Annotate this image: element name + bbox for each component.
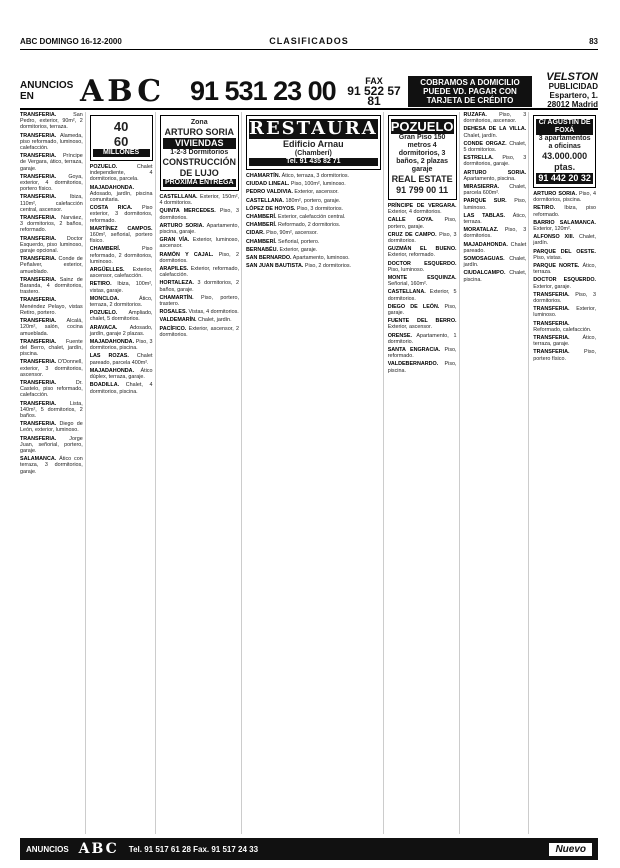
classified-columns <box>20 112 598 834</box>
restaura-phone: Tel. 91 435 82 71 <box>249 158 378 166</box>
classified-ad-heading: PEDRO VALDIVIA. <box>246 189 293 196</box>
classified-ad: MIRASIERRA. Chalet, parcela 600m². <box>463 184 527 197</box>
classified-ad: VALDEBERNARDO. Piso, piscina. <box>387 361 457 374</box>
classified-ad: TRANSFERIA. Fuente del Berro, chalet, jardín, piscina. <box>20 338 83 358</box>
header-rule <box>20 49 598 50</box>
classified-ad-heading: RETIRO. <box>89 281 112 288</box>
classified-ad: PACÍFICO. Exterior, ascensor, 2 dormitorios. <box>159 325 239 338</box>
viviendas-label: VIVIENDAS <box>163 138 237 149</box>
classified-ad: MAJADAHONDA. Piso, 3 dormitorios, piscina. <box>89 339 153 352</box>
classified-ad: FUENTE DEL BERRO. Exterior, ascensor. <box>387 318 457 331</box>
zona-name: ARTURO SORIA <box>164 127 234 137</box>
classified-ad: TRANSFERIA. Diego de León, exterior, luminoso. <box>20 421 83 434</box>
classified-ad: TRANSFERIA. Menéndez Pelayo, vistas Retiro, portero. <box>20 297 83 316</box>
classified-ad-heading: MAJADAHONDA. <box>89 367 135 374</box>
classified-ad: CHAMBERÍ. Señorial, portero. <box>246 238 320 245</box>
ad-pozuelo <box>388 115 457 200</box>
classified-ad: VALDEMARÍN. Chalet, jardín. <box>159 317 232 324</box>
classified-ad: CASTELLANA. 180m², portero, garaje. <box>246 197 341 204</box>
abc-ad-banner <box>20 71 598 110</box>
classified-ad: DOCTOR ESQUERDO. Piso, luminoso. <box>387 260 457 273</box>
classified-ad: BOADILLA. Chalet, 4 dormitorios, piscina. <box>89 382 153 395</box>
classified-ad-heading: CRUZ DE CAMPO. <box>387 231 437 238</box>
ad-arturo-soria <box>160 115 240 191</box>
column-3 <box>160 112 243 834</box>
column-4 <box>246 112 384 834</box>
classified-ad: TRANSFERIA. Lista, 140m², 5 dormitorios, 2 baños. <box>20 400 83 419</box>
classified-ad-heading: CHAMARTÍN. <box>246 173 281 179</box>
banner-anuncios-line2: EN <box>20 91 34 102</box>
zona-label: Zona <box>190 119 208 126</box>
classified-ad: TRANSFERIA. O'Donnell, exterior, 3 dormitorios, ascensor. <box>20 359 83 378</box>
classified-ad-heading: ROSALES. <box>159 309 188 316</box>
classified-ad-heading: TRANSFERIA. <box>533 320 570 327</box>
classified-ad: ARAPILES. Exterior, reformado, calefacción. <box>159 266 239 279</box>
classified-ad-heading: ARAVACA. <box>89 324 118 331</box>
classified-ad-heading: DOCTOR ESQUERDO. <box>533 277 597 284</box>
classified-ad: ESTRELLA. Piso, 3 dormitorios, garaje. <box>463 155 527 168</box>
classified-ad-heading: ARTURO SORIA. <box>159 222 205 229</box>
foxa-address: C/ AGUSTÍN DE FOXÁ <box>536 119 593 135</box>
restaura-logo: RESTAURA <box>249 118 378 139</box>
classified-ad-heading: TRANSFERIA. <box>20 276 57 283</box>
classified-ad: MORATALAZ. Piso, 3 dormitorios. <box>463 227 527 240</box>
ad1-line2: 60 <box>113 134 129 149</box>
classified-ad-heading: CASTELLANA. <box>387 289 426 296</box>
classified-ad-heading: TRANSFERIA. <box>20 173 57 180</box>
classified-ad-heading: SALAMANCA. <box>20 456 57 463</box>
classified-ad: TRANSFERIA. Reformado, calefacción. <box>533 320 592 333</box>
column-6 <box>464 112 530 834</box>
viviendas-sub: 1-2-3 Dormitorios <box>170 149 229 156</box>
classified-ad-heading: POZUELO. <box>89 164 118 170</box>
classified-ad: SOMOSAGUAS. Chalet, jardín. <box>463 256 527 269</box>
classified-ad-heading: BARRIO SALAMANCA. <box>533 219 597 226</box>
classified-ad: PARQUE NORTE. Ático, terraza. <box>533 263 597 276</box>
classified-ad: TRANSFERIA. Piso, 3 dormitorios. <box>533 291 597 305</box>
ad1-line1: 40 <box>113 119 129 134</box>
classified-ad: LAS ROZAS. Chalet pareado, parcela 400m². <box>89 353 153 366</box>
classified-ad-heading: PACÍFICO. <box>159 325 187 332</box>
classified-ad: COSTA RICA. Piso exterior, 3 dormitorios, reformado. <box>89 205 153 224</box>
page-number: 83 <box>589 36 598 46</box>
construccion-label: CONSTRUCCIÓN DE LUJO <box>162 157 236 178</box>
classified-ad: PARQUE DEL OESTE. Piso, vistas. <box>533 248 597 261</box>
classified-ad: BARRIO SALAMANCA. Exterior, 120m². <box>533 219 597 233</box>
pozuelo-agency: REAL ESTATE <box>391 174 453 184</box>
classified-ad: CIUDAD LINEAL. Piso, 100m², luminoso. <box>246 181 346 188</box>
classified-ad-heading: SAN JUAN BAUTISTA. <box>246 263 304 270</box>
classified-ad: SANTA ENGRACIA. Piso, reformado. <box>387 347 457 360</box>
footer-banner <box>20 838 598 860</box>
classified-ad: CASTELLANA. Exterior, 5 dormitorios. <box>387 289 457 302</box>
classified-ad: ARAVACA. Adosado, jardín, garaje 2 plazas. <box>89 324 153 337</box>
classified-ad: SALAMANCA. Ático con terraza, 3 dormitorios, garaje. <box>20 456 83 475</box>
classified-ad-heading: CHAMBERÍ. <box>246 214 277 221</box>
classified-ad: ARTURO SORIA. Apartamento, piscina, garaje. <box>159 222 239 236</box>
classified-ad-heading: COSTA RICA. <box>89 205 133 212</box>
classified-ad-heading: TRANSFERIA. <box>20 318 57 325</box>
classified-ad: TRANSFERIA. Príncipe de Vergara, ático, terraza, garaje. <box>20 153 83 172</box>
classified-ad: ORENSE. Apartamento, 1 dormitorio. <box>387 332 457 345</box>
classified-ad-heading: TRANSFERIA. <box>20 132 57 139</box>
banner-anuncios-line1: ANUNCIOS <box>20 80 74 91</box>
classified-ad: TRANSFERIA. Conde de Peñalver, exterior, amueblado. <box>20 256 83 275</box>
classified-ad-heading: CIUDALCAMPO. <box>463 270 506 277</box>
classified-ad: POZUELO. Chalet independiente, 4 dormitorios, parcela. <box>89 164 153 183</box>
classified-ad-heading: TRANSFERIA. <box>533 335 570 342</box>
classified-ad: RUZAFA. Piso, 3 dormitorios, ascensor. <box>463 112 527 125</box>
classified-ad: CONDE ORGAZ. Chalet, 5 dormitorios. <box>463 140 527 154</box>
classified-ad: CASTELLANA. Exterior, 150m², 4 dormitorios. <box>159 194 239 207</box>
classified-ad: ALFONSO XIII. Chalet, jardín. <box>533 234 597 247</box>
banner-phone: 91 531 23 00 <box>190 75 336 106</box>
classified-ad: DEHESA DE LA VILLA. Chalet, jardín. <box>463 126 527 139</box>
classified-ad-heading: ESTRELLA. <box>463 155 494 162</box>
ad-restaura <box>246 115 381 170</box>
classified-ad: CRUZ DE CAMPO. Piso, 3 dormitorios. <box>387 231 457 245</box>
classified-ad-heading: PARQUE NORTE. <box>533 263 580 270</box>
foxa-phone: 91 442 20 32 <box>536 173 593 184</box>
column-2 <box>90 112 156 834</box>
classified-ad-heading: ARAPILES. <box>159 266 189 273</box>
classified-ad: SAN BERNARDO. Apartamento, luminoso. <box>246 255 350 262</box>
classified-ad-heading: CHAMBERÍ. <box>246 222 277 229</box>
classified-ad-heading: PARQUE DEL OESTE. <box>533 248 597 255</box>
classified-ad-heading: ARGÜELLES. <box>89 267 125 274</box>
abc-logo: ABC <box>80 73 166 109</box>
banner-fax <box>340 76 408 106</box>
edificio-name: Edificio Arnau <box>283 139 344 149</box>
section-title: CLASIFICADOS <box>269 36 349 46</box>
classified-ad-heading: CHAMBERÍ. <box>89 246 121 253</box>
classified-ad: MONTE ESQUINZA. Señorial, 160m². <box>387 275 457 288</box>
classified-ad-heading: RAMÓN Y CAJAL. <box>159 251 214 258</box>
classified-ad: CIDAR. Piso, 90m², ascensor. <box>246 230 318 237</box>
classified-ad: SAN JUAN BAUTISTA. Piso, 2 dormitorios. <box>246 263 352 270</box>
classified-ad: TRANSFERIA. Doctor Esquerdo, piso luminoso, garaje opcional. <box>20 235 83 255</box>
footer-phones: Tel. 91 517 61 28 Fax. 91 517 24 33 <box>128 844 259 854</box>
classified-ad-heading: TRANSFERIA. <box>533 291 570 298</box>
classified-ad-heading: POZUELO. <box>89 310 118 317</box>
classified-ad-heading: TRANSFERIA. <box>20 338 57 345</box>
fax-label: FAX <box>365 76 383 86</box>
classified-ad-heading: MARTÍNEZ CAMPOS. <box>89 225 153 232</box>
classified-ad: TRANSFERIA. Ibiza, 110m², calefacción central, ascensor. <box>20 194 83 213</box>
classified-ad: BERNABÉU. Exterior, garaje. <box>246 246 318 253</box>
classified-ad-heading: DIEGO DE LEÓN. <box>387 303 440 310</box>
footer-anuncios: ANUNCIOS <box>26 844 69 854</box>
banner-cobramos: COBRAMOS A DOMICILIO PUEDE VD. PAGAR CON TARJETA DE CRÉDITO <box>408 76 532 107</box>
classified-ad-heading: TRANSFERIA. <box>20 112 57 118</box>
classified-ad: ARTURO SORIA. Piso, 4 dormitorios, piscina. <box>533 191 597 204</box>
classified-ad-heading: MAJADAHONDA. <box>89 184 135 191</box>
classified-ad-heading: GRAN VÍA. <box>159 237 190 244</box>
classified-ad-heading: TRANSFERIA. <box>20 194 57 201</box>
classified-ad-heading: TRANSFERIA. <box>20 421 57 428</box>
classified-ad: MARTÍNEZ CAMPOS. 160m², señorial, portero físico. <box>89 225 153 245</box>
classified-ad-heading: TRANSFERIA. <box>533 306 570 313</box>
classified-ad: ARGÜELLES. Exterior, ascensor, calefacción. <box>89 267 153 280</box>
velston-sub: PUBLICIDAD <box>548 82 598 91</box>
classified-ad: TRANSFERIA. Exterior, luminoso. <box>533 306 597 319</box>
classified-ad-heading: ORENSE. <box>387 332 412 339</box>
classified-ad-heading: TRANSFERIA. <box>20 235 57 242</box>
classified-ad-heading: ARTURO SORIA. <box>533 191 577 197</box>
proxima-entrega: PRÓXIMA ENTREGA <box>163 179 237 187</box>
classified-ad-heading: TRANSFERIA. <box>20 400 57 407</box>
foxa-desc: 3 apartamentos a oficinas <box>538 135 591 150</box>
classified-ad: PARQUE SUR. Piso, luminoso. <box>463 198 527 211</box>
classified-ad-heading: MORATALAZ. <box>463 227 499 234</box>
ad1-line3: MILLONES <box>93 149 150 157</box>
classified-ad: TRANSFERIA. Jorge Juan, señorial, portero, garaje. <box>20 435 83 454</box>
classified-ad: CHAMARTÍN. Piso, portero, trastero. <box>159 294 239 308</box>
classified-ad-heading: HORTALEZA. <box>159 280 194 287</box>
classified-ad: MAJADAHONDA. Ático dúplex, terraza, garaje. <box>89 367 153 381</box>
classified-ad-heading: TRANSFERIA. <box>20 215 57 222</box>
classified-ad-heading: MAJADAHONDA. <box>463 241 508 248</box>
footer-abc-logo: ABC <box>78 841 119 857</box>
classified-ad: TRANSFERIA. Piso, portero físico. <box>533 349 597 362</box>
classified-ad-heading: TRANSFERIA. <box>20 153 57 160</box>
column-7 <box>533 112 598 834</box>
classified-ad: RAMÓN Y CAJAL. Piso, 2 dormitorios. <box>159 251 239 264</box>
classified-ad-heading: RETIRO. <box>533 205 556 212</box>
pozuelo-phone: 91 799 00 11 <box>396 185 449 195</box>
classified-ad-heading: CIDAR. <box>246 230 265 237</box>
classified-ad: DOCTOR ESQUERDO. Exterior, garaje. <box>533 277 597 290</box>
classified-ad-heading: CHAMARTÍN. <box>159 294 194 301</box>
classified-ad-heading: SOMOSAGUAS. <box>463 256 505 263</box>
velston-agency <box>532 73 598 109</box>
classified-ad: DIEGO DE LEÓN. Piso, garaje. <box>387 303 457 317</box>
classified-ad-heading: MONCLOA. <box>89 295 120 302</box>
classified-ad: ROSALES. Vistas, 4 dormitorios. <box>159 309 239 316</box>
fax-number: 91 522 57 81 <box>347 84 401 108</box>
pozuelo-title: POZUELO <box>390 119 454 134</box>
classified-ad: TRANSFERIA. Dr. Castelo, piso reformado, calefacción. <box>20 379 83 399</box>
classified-ad: GUZMÁN EL BUENO. Exterior, reformado. <box>387 246 457 259</box>
classified-ad: TRANSFERIA. Alcalá, 120m², salón, cocina amueblada. <box>20 318 83 337</box>
classified-ad-heading: SAN BERNARDO. <box>246 255 292 262</box>
classified-ad-heading: SANTA ENGRACIA. <box>387 347 441 354</box>
classified-ad-heading: ARTURO SORIA. <box>463 169 527 176</box>
classified-ad-heading: LAS TABLAS. <box>463 212 506 219</box>
classified-ad-heading: VALDEBERNARDO. <box>387 361 439 368</box>
classified-ad-heading: PARQUE SUR. <box>463 198 507 205</box>
classified-ad: CHAMBERÍ. Reformado, 2 dormitorios. <box>246 222 341 229</box>
classified-ad-heading: CASTELLANA. <box>159 194 198 200</box>
classified-ad: TRANSFERIA. San Pedro, exterior, 90m², 2 dormitorios, terraza. <box>20 112 83 131</box>
classified-ad: CHAMBERÍ. Piso reformado, 2 dormitorios, luminoso. <box>89 246 153 265</box>
classified-ad: TRANSFERIA. Alameda, piso reformado, luminoso, calefacción. <box>20 132 83 152</box>
velston-address: Espartero, 1. 28012 Madrid <box>547 91 598 109</box>
classified-ad-heading: MIRASIERRA. <box>463 184 500 191</box>
classified-ad-heading: CIUDAD LINEAL. <box>246 181 290 188</box>
classified-ad: TRANSFERIA. Narváez, 3 dormitorios, 2 baños, reformado. <box>20 215 83 234</box>
classified-ad: MAJADAHONDA. Adosado, jardín, piscina comunitaria. <box>89 184 153 204</box>
classified-ad-heading: LAS ROZAS. <box>89 353 129 360</box>
classified-ad: LAS TABLAS. Ático, terraza. <box>463 212 527 226</box>
classified-ad-heading: DOCTOR ESQUERDO. <box>387 260 457 267</box>
classified-ad: GRAN VÍA. Exterior, luminoso, ascensor. <box>159 237 239 250</box>
column-1 <box>20 112 86 834</box>
classified-ad-heading: CALLE GOYA. <box>387 217 434 224</box>
classified-ad-heading: TRANSFERIA. <box>20 435 57 442</box>
classified-ad-heading: ALFONSO XIII. <box>533 234 575 241</box>
edificio-sub: (Chamberí) <box>294 150 332 157</box>
ad-40-60-millones <box>90 115 153 161</box>
classified-ad: QUINTA MERCEDES. Piso, 3 dormitorios. <box>159 208 239 221</box>
classified-ad-heading: TRANSFERIA. <box>20 256 57 263</box>
page-header <box>20 34 598 48</box>
classified-ad: TRANSFERIA. Goya, exterior, 4 dormitorios, portero físico. <box>20 173 83 193</box>
classified-ad: RETIRO. Ibiza, 100m², vistas, garaje. <box>89 281 153 294</box>
page-date: ABC DOMINGO 16-12-2000 <box>20 36 122 46</box>
pozuelo-desc: Gran Piso 150 metros 4 dormitorios, 3 baños, 2 plazas garaje <box>396 134 448 173</box>
classified-ad: CHAMBERÍ. Exterior, calefacción central. <box>246 214 346 221</box>
classified-ad-heading: TRANSFERIA. <box>20 359 57 366</box>
classified-ad: POZUELO. Ampliado, chalet, 5 dormitorios. <box>89 310 153 323</box>
classified-ad: ARTURO SORIA. Apartamento, piscina. <box>463 169 527 182</box>
classified-ad-heading: CHAMBERÍ. <box>246 238 277 245</box>
classified-ad-heading: BERNABÉU. <box>246 246 279 253</box>
classified-ad: CALLE GOYA. Piso, portero, garaje. <box>387 217 457 230</box>
classified-ad-heading: QUINTA MERCEDES. <box>159 208 216 215</box>
foxa-price: 43.000.000 ptas. <box>542 151 588 172</box>
classified-ad-heading: TRANSFERIA. <box>20 379 57 386</box>
classified-ad-heading: PRÍNCIPE DE VERGARA. <box>387 203 457 209</box>
classified-ad-heading: DEHESA DE LA VILLA. <box>463 126 527 133</box>
classified-ad-heading: BOADILLA. <box>89 382 120 389</box>
classified-ad-heading: LÓPEZ DE HOYOS. <box>246 205 296 212</box>
footer-nuevo-logo: Nuevo <box>549 843 592 856</box>
classified-ad: TRANSFERIA. Ático, terraza, garaje. <box>533 335 597 348</box>
classified-ad: LÓPEZ DE HOYOS. Piso, 3 dormitorios. <box>246 205 344 212</box>
classified-ad-heading: TRANSFERIA. <box>20 297 57 304</box>
classified-ad: TRANSFERIA. Sainz de Baranda, 4 dormitorios, trastero. <box>20 276 83 296</box>
classified-ad: CIUDALCAMPO. Chalet, piscina. <box>463 270 527 283</box>
column-5 <box>388 112 460 834</box>
classified-ad: HORTALEZA. 3 dormitorios, 2 baños, garaje. <box>159 280 239 293</box>
classified-ad-heading: FUENTE DEL BERRO. <box>387 318 457 325</box>
classified-ad: RETIRO. Ibiza, piso reformado. <box>533 205 597 218</box>
classified-ad: CHAMARTÍN. Ático, terraza, 3 dormitorios. <box>246 173 350 179</box>
classified-ad: PRÍNCIPE DE VERGARA. Exterior, 4 dormitorios. <box>387 203 457 216</box>
velston-brand: VELSTON <box>546 71 598 83</box>
classified-ad-heading: MAJADAHONDA. <box>89 339 135 346</box>
ad-agustin-de-foxa <box>533 115 596 188</box>
classified-ad: MAJADAHONDA. Chalet pareado. <box>463 241 527 254</box>
classified-ad-heading: GUZMÁN EL BUENO. <box>387 246 457 253</box>
classified-ad: PEDRO VALDIVIA. Exterior, ascensor. <box>246 189 339 196</box>
classified-ad-heading: RUZAFA. <box>463 112 487 118</box>
classified-ad-heading: CASTELLANA. <box>246 197 285 204</box>
classified-ad: MONCLOA. Ático, terraza, 2 dormitorios. <box>89 295 153 309</box>
classified-ad-heading: VALDEMARÍN. <box>159 317 197 324</box>
banner-anuncios <box>20 80 80 102</box>
classified-ad-heading: CONDE ORGAZ. <box>463 140 507 147</box>
classified-ad-heading: MONTE ESQUINZA. <box>387 275 457 282</box>
classified-ad-heading: TRANSFERIA. <box>533 349 570 356</box>
